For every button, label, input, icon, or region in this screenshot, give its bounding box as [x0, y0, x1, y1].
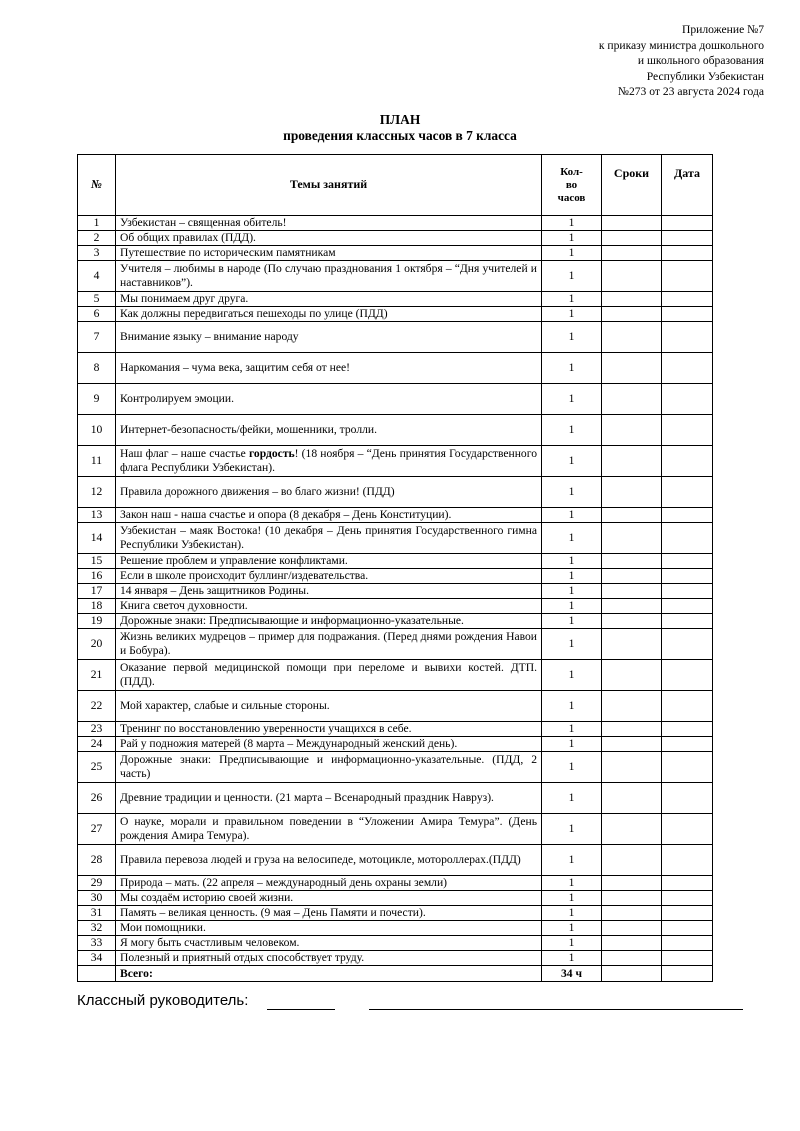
signature-line [267, 1009, 335, 1010]
row-deadline-cell [602, 322, 662, 353]
row-number: 17 [78, 584, 116, 599]
row-hours: 1 [542, 783, 602, 814]
table-row [78, 936, 713, 951]
row-topic: Полезный и приятный отдых способствует труду. [116, 951, 542, 966]
row-deadline-cell [602, 876, 662, 891]
row-hours: 1 [542, 891, 602, 906]
row-topic: Решение проблем и управление конфликтами. [116, 554, 542, 569]
row-date-cell [662, 891, 713, 906]
row-date-cell [662, 599, 713, 614]
row-topic: Мои помощники. [116, 921, 542, 936]
table-row [78, 384, 713, 415]
row-hours: 1 [542, 415, 602, 446]
row-date-cell [662, 722, 713, 737]
row-topic: Оказание первой медицинской помощи при переломе и вывихи костей. ДТП. (ПДД). [116, 660, 542, 691]
table-row [78, 584, 713, 599]
row-date-cell [662, 906, 713, 921]
row-deadline-cell [602, 752, 662, 783]
row-number: 10 [78, 415, 116, 446]
table-row [78, 261, 713, 292]
row-deadline-cell [602, 599, 662, 614]
plan-table [77, 154, 713, 982]
header-number: № [78, 155, 116, 216]
table-row [78, 722, 713, 737]
table-row [78, 951, 713, 966]
row-topic: Если в школе происходит буллинг/издевательства. [116, 569, 542, 584]
header-topic: Темы занятий [116, 155, 542, 216]
row-hours: 1 [542, 353, 602, 384]
row-hours: 1 [542, 660, 602, 691]
row-hours: 1 [542, 814, 602, 845]
row-deadline-cell [602, 307, 662, 322]
row-topic: Об общих правилах (ПДД). [116, 231, 542, 246]
row-deadline-cell [602, 523, 662, 554]
row-number: 21 [78, 660, 116, 691]
row-date-cell [662, 921, 713, 936]
table-row [78, 660, 713, 691]
row-number: 29 [78, 876, 116, 891]
row-hours: 1 [542, 584, 602, 599]
row-number: 32 [78, 921, 116, 936]
row-hours: 1 [542, 906, 602, 921]
total-row [78, 966, 713, 982]
row-date-cell [662, 415, 713, 446]
row-date-cell [662, 936, 713, 951]
header-hours-line: Кол- [560, 165, 583, 178]
table-row [78, 569, 713, 584]
row-hours: 1 [542, 477, 602, 508]
row-hours: 1 [542, 216, 602, 231]
row-date-cell [662, 614, 713, 629]
row-topic: Правила перевоза людей и груза на велосипеде, мотоцикле, мотороллерах.(ПДД) [116, 845, 542, 876]
table-row [78, 292, 713, 307]
row-date-cell [662, 246, 713, 261]
row-hours: 1 [542, 599, 602, 614]
row-topic: Жизнь великих мудрецов – пример для подражания. (Перед днями рождения Навои и Бобура). [116, 629, 542, 660]
row-deadline-cell [602, 660, 662, 691]
table-row [78, 508, 713, 523]
row-date-cell [662, 477, 713, 508]
row-date-cell [662, 876, 713, 891]
table-row [78, 446, 713, 477]
row-date-cell [662, 845, 713, 876]
row-topic: Рай у подножия матерей (8 марта – Международный женский день). [116, 737, 542, 752]
row-hours: 1 [542, 246, 602, 261]
table-row [78, 629, 713, 660]
name-line [369, 1009, 743, 1010]
row-topic-part: Наш флаг – наше счастье [120, 447, 249, 461]
row-number: 13 [78, 508, 116, 523]
row-date-cell [662, 231, 713, 246]
table-row [78, 322, 713, 353]
row-deadline-cell [602, 353, 662, 384]
row-date-cell [662, 814, 713, 845]
table-header-row [78, 155, 713, 216]
row-topic: О науке, морали и правильном поведении в “Уложении Амира Темура”. (День рождения Амира Темура). [116, 814, 542, 845]
total-date-cell [662, 966, 713, 982]
row-topic: Дорожные знаки: Предписывающие и информационно-указательные. [116, 614, 542, 629]
table-row [78, 737, 713, 752]
row-deadline-cell [602, 477, 662, 508]
row-hours: 1 [542, 569, 602, 584]
row-number: 28 [78, 845, 116, 876]
row-deadline-cell [602, 384, 662, 415]
row-date-cell [662, 322, 713, 353]
appendix-line: Приложение №7 [682, 23, 764, 36]
row-deadline-cell [602, 629, 662, 660]
row-number: 6 [78, 307, 116, 322]
row-deadline-cell [602, 231, 662, 246]
row-topic: Внимание языку – внимание народу [116, 322, 542, 353]
row-topic: Интернет-безопасность/фейки, мошенники, тролли. [116, 415, 542, 446]
row-hours: 1 [542, 292, 602, 307]
row-hours: 1 [542, 629, 602, 660]
row-number: 25 [78, 752, 116, 783]
row-number: 31 [78, 906, 116, 921]
table-row [78, 891, 713, 906]
row-date-cell [662, 554, 713, 569]
row-deadline-cell [602, 508, 662, 523]
table-row [78, 752, 713, 783]
row-deadline-cell [602, 569, 662, 584]
row-date-cell [662, 261, 713, 292]
row-topic: Мы создаём историю своей жизни. [116, 891, 542, 906]
row-topic: Книга светоч духовности. [116, 599, 542, 614]
row-number: 11 [78, 446, 116, 477]
row-number: 23 [78, 722, 116, 737]
row-number: 19 [78, 614, 116, 629]
table-row [78, 415, 713, 446]
row-topic-emphasis: гордость [248, 447, 295, 461]
table-row [78, 906, 713, 921]
row-number: 7 [78, 322, 116, 353]
row-hours: 1 [542, 307, 602, 322]
row-topic: Наркомания – чума века, защитим себя от нее! [116, 353, 542, 384]
row-number: 8 [78, 353, 116, 384]
row-deadline-cell [602, 584, 662, 599]
plan-title: ПЛАН [379, 112, 421, 127]
row-topic-part: ! (18 ноября – “День принятия Государственного флага Республики Узбекистан). [120, 447, 537, 474]
row-topic: Путешествие по историческим памятникам [116, 246, 542, 261]
row-date-cell [662, 737, 713, 752]
row-number: 16 [78, 569, 116, 584]
row-deadline-cell [602, 936, 662, 951]
table-row [78, 246, 713, 261]
row-topic: Мой характер, слабые и сильные стороны. [116, 691, 542, 722]
table-row [78, 216, 713, 231]
table-row [78, 876, 713, 891]
row-deadline-cell [602, 554, 662, 569]
row-hours: 1 [542, 722, 602, 737]
row-date-cell [662, 629, 713, 660]
row-number: 20 [78, 629, 116, 660]
row-date-cell [662, 951, 713, 966]
row-date-cell [662, 569, 713, 584]
header-hours [542, 155, 602, 216]
row-deadline-cell [602, 722, 662, 737]
row-topic: 14 января – День защитников Родины. [116, 584, 542, 599]
appendix-block [464, 22, 764, 100]
appendix-line: Республики Узбекистан [646, 69, 764, 83]
appendix-line: №273 от 23 августа 2024 года [617, 85, 764, 99]
row-topic: Природа – мать. (22 апреля – международный день охраны земли) [116, 876, 542, 891]
row-date-cell [662, 584, 713, 599]
table-row [78, 307, 713, 322]
row-number: 4 [78, 261, 116, 292]
row-topic: Тренинг по восстановлению уверенности учащихся в себе. [116, 722, 542, 737]
table-row [78, 783, 713, 814]
header-hours-line: часов [557, 191, 586, 204]
row-hours: 1 [542, 936, 602, 951]
row-number: 26 [78, 783, 116, 814]
row-topic: Узбекистан – священная обитель! [116, 216, 542, 231]
row-hours: 1 [542, 876, 602, 891]
row-date-cell [662, 446, 713, 477]
table-row [78, 477, 713, 508]
row-hours: 1 [542, 508, 602, 523]
row-topic: Дорожные знаки: Предписывающие и информационно-указательные. (ПДД, 2 часть) [116, 752, 542, 783]
row-number: 15 [78, 554, 116, 569]
row-deadline-cell [602, 783, 662, 814]
row-date-cell [662, 353, 713, 384]
row-topic: Правила дорожного движения – во благо жизни! (ПДД) [116, 477, 542, 508]
row-topic: Я могу быть счастливым человеком. [116, 936, 542, 951]
header-hours-line: во [565, 178, 578, 191]
row-deadline-cell [602, 246, 662, 261]
row-date-cell [662, 508, 713, 523]
row-hours: 1 [542, 951, 602, 966]
row-topic: Закон наш - наша счастье и опора (8 декабря – День Конституции). [116, 508, 542, 523]
row-deadline-cell [602, 446, 662, 477]
row-number: 30 [78, 891, 116, 906]
row-topic: Как должны передвигаться пешеходы по улице (ПДД) [116, 307, 542, 322]
header-date: Дата [662, 155, 713, 216]
row-topic: Память – великая ценность. (9 мая – День Памяти и почести). [116, 906, 542, 921]
row-number: 34 [78, 951, 116, 966]
table-row [78, 845, 713, 876]
row-deadline-cell [602, 737, 662, 752]
row-date-cell [662, 216, 713, 231]
row-hours: 1 [542, 845, 602, 876]
row-deadline-cell [602, 921, 662, 936]
row-date-cell [662, 752, 713, 783]
row-date-cell [662, 307, 713, 322]
row-date-cell [662, 523, 713, 554]
row-number: 14 [78, 523, 116, 554]
row-date-cell [662, 384, 713, 415]
table-row [78, 231, 713, 246]
row-topic: Мы понимаем друг друга. [116, 292, 542, 307]
class-teacher-label: Классный руководитель: [77, 992, 249, 1009]
row-deadline-cell [602, 261, 662, 292]
row-deadline-cell [602, 814, 662, 845]
row-number: 22 [78, 691, 116, 722]
table-row [78, 599, 713, 614]
total-number-cell [78, 966, 116, 982]
row-deadline-cell [602, 891, 662, 906]
row-hours: 1 [542, 614, 602, 629]
row-hours: 1 [542, 691, 602, 722]
row-topic: Древние традиции и ценности. (21 марта – Всенародный праздник Навруз). [116, 783, 542, 814]
row-hours: 1 [542, 261, 602, 292]
total-label: Всего: [116, 966, 542, 982]
row-hours: 1 [542, 231, 602, 246]
row-number: 5 [78, 292, 116, 307]
row-topic [116, 446, 542, 477]
plan-subtitle: проведения классных часов в 7 класса [283, 128, 517, 143]
header-deadlines: Сроки [602, 155, 662, 216]
row-date-cell [662, 691, 713, 722]
row-number: 12 [78, 477, 116, 508]
row-number: 33 [78, 936, 116, 951]
table-row [78, 523, 713, 554]
row-deadline-cell [602, 906, 662, 921]
row-hours: 1 [542, 446, 602, 477]
total-deadline-cell [602, 966, 662, 982]
table-row [78, 554, 713, 569]
row-date-cell [662, 783, 713, 814]
row-topic: Учителя – любимы в народе (По случаю празднования 1 октября – “Дня учителей и наставников”). [116, 261, 542, 292]
row-hours: 1 [542, 737, 602, 752]
row-number: 24 [78, 737, 116, 752]
row-deadline-cell [602, 216, 662, 231]
row-hours: 1 [542, 322, 602, 353]
row-hours: 1 [542, 554, 602, 569]
row-topic: Контролируем эмоции. [116, 384, 542, 415]
row-number: 27 [78, 814, 116, 845]
row-date-cell [662, 292, 713, 307]
row-hours: 1 [542, 752, 602, 783]
row-number: 18 [78, 599, 116, 614]
row-number: 1 [78, 216, 116, 231]
total-hours: 34 ч [542, 966, 602, 982]
row-date-cell [662, 660, 713, 691]
appendix-line: к приказу министра дошкольного [598, 38, 764, 52]
row-deadline-cell [602, 292, 662, 307]
table-row [78, 353, 713, 384]
row-deadline-cell [602, 614, 662, 629]
table-row [78, 614, 713, 629]
table-row [78, 814, 713, 845]
row-number: 3 [78, 246, 116, 261]
row-deadline-cell [602, 415, 662, 446]
row-topic: Узбекистан – маяк Востока! (10 декабря – День принятия Государственного гимна Республики Узбекистан). [116, 523, 542, 554]
row-deadline-cell [602, 691, 662, 722]
table-row [78, 921, 713, 936]
row-hours: 1 [542, 384, 602, 415]
table-row [78, 691, 713, 722]
row-hours: 1 [542, 921, 602, 936]
row-number: 9 [78, 384, 116, 415]
row-deadline-cell [602, 845, 662, 876]
signature-footer [77, 992, 757, 1016]
row-deadline-cell [602, 951, 662, 966]
row-number: 2 [78, 231, 116, 246]
row-hours: 1 [542, 523, 602, 554]
appendix-line: и школьного образования [637, 54, 764, 68]
